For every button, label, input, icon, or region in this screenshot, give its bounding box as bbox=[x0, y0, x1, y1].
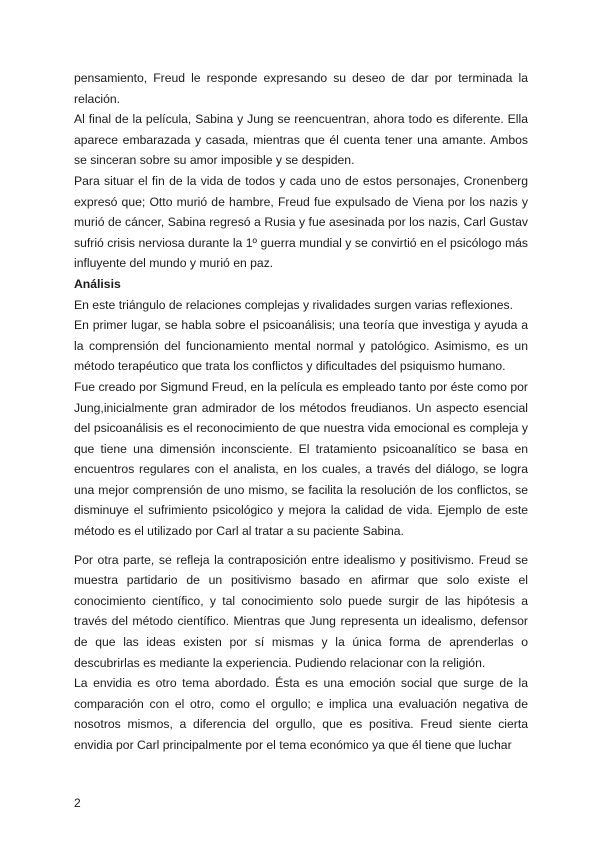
paragraph-characters-fate: Para situar el fin de la vida de todos y cada uno de estos personajes, Cronenberg expresó que; Otto murió de hambre, Freud fue expulsado de Viena por los nazis y murió de cáncer, Sabina regresó a Rusia y fue asesinada por los nazis, Carl Gustav sufrió crisis nerviosa durante la 1º guerra mundial y se convirtió en el psicólogo más influyente del mundo y murió en paz. bbox=[74, 173, 528, 271]
paragraph-idealism-positivism: Por otra parte, se refleja la contraposición entre idealismo y positivismo. Freud se muestra partidario de un positivismo basado en afirmar que solo existe el conocimiento científico, y tal conocimiento solo puede surgir de las hipótesis a través del método científico. Mientras que Jung representa un idealismo, defensor de que las ideas existen por sí mismas y la única forma de aprenderlas o descubrirlas es mediante la experiencia. Pudiendo relacionar con la religión. bbox=[74, 552, 528, 670]
paragraph-psychoanalysis: En primer lugar, se habla sobre el psicoanálisis; una teoría que investiga y ayuda a la comprensión del funcionamiento mental normal y patológico. Asimismo, es un método terapéutico que trata los conflictos y dificultades del psiquismo humano. bbox=[74, 318, 528, 374]
paragraph-freud-response: pensamiento, Freud le responde expresando su deseo de dar por terminada la relación. bbox=[74, 71, 528, 106]
paragraph-freud-method: Fue creado por Sigmund Freud, en la película es empleado tanto por éste como por Jung,inicialmente gran admirador de los métodos freudianos. Un aspecto esencial del psicoanálisis es el reconocimiento de que nuestra vida emocional es compleja y que tiene una dimensión inconsciente. El tratamiento psicoanalítico se basa en encuentros regulares con el analista, en los cuales, a través del diálogo, se logra una mejor comprensión de uno mismo, se facilita la resolución de los conflictos, se disminuye el sufrimiento psicológico y mejora la calidad de vida. Ejemplo de este método es el utilizado por Carl al tratar a su paciente Sabina. bbox=[74, 379, 528, 539]
section-heading-analisis: Análisis bbox=[74, 276, 121, 291]
document-page bbox=[74, 68, 528, 756]
paragraph-envy: La envidia es otro tema abordado. Ésta es una emoción social que surge de la comparación con el otro, como el orgullo; e implica una evaluación negativa de nosotros mismos, a diferencia del orgullo, que es positiva. Freud siente cierta envidia por Carl principalmente por el tema económico ya que él tiene que luchar bbox=[74, 676, 528, 752]
page-number: 2 bbox=[74, 796, 81, 810]
paragraph-reflections: En este triángulo de relaciones complejas y rivalidades surgen varias reflexiones. bbox=[74, 297, 513, 312]
paragraph-film-ending: Al final de la película, Sabina y Jung se reencuentran, ahora todo es diferente. Ella aparece embarazada y casada, mientras que él cuenta tener una amante. Ambos se sinceran sobre su amor imposible y se despiden. bbox=[74, 112, 528, 168]
